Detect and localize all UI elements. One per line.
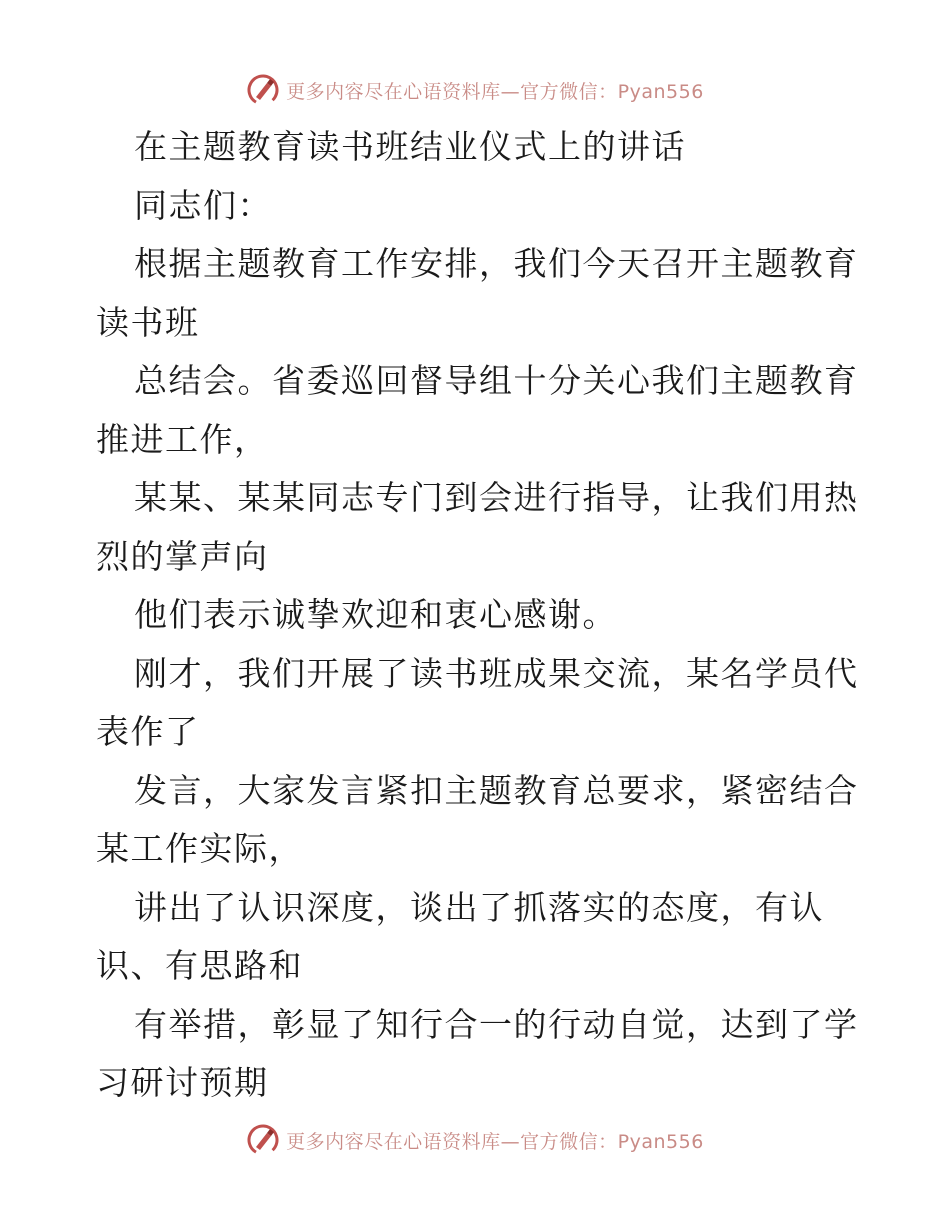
- document-line: 某某、某某同志专门到会进行指导，让我们用热: [134, 478, 859, 517]
- document-line: 讲出了认识深度，谈出了抓落实的态度，有认: [134, 887, 824, 927]
- document-line: 习研讨预期: [96, 1063, 269, 1102]
- header-watermark-text: 更多内容尽在心语资料库—官方微信：Pyan556: [286, 80, 704, 103]
- document-line: 有举措，彰显了知行合一的行动自觉，达到了学: [134, 1004, 859, 1044]
- document-line: 他们表示诚挚欢迎和衷心感谢。: [134, 595, 617, 634]
- footer-watermark: [0, 1120, 950, 1160]
- document-line: 刚才，我们开展了读书班成果交流，某名学员代: [134, 653, 859, 693]
- document-line: 总结会。省委巡回督导组十分关心我们主题教育: [134, 361, 859, 400]
- document-line: 识、有思路和: [96, 946, 303, 985]
- library-logo-icon: [246, 1123, 280, 1157]
- document-line: 根据主题教育工作安排，我们今天召开主题教育: [134, 244, 859, 283]
- document-line: 发言，大家发言紧扣主题教育总要求，紧密结合: [134, 770, 859, 810]
- document-line: 读书班: [96, 302, 200, 342]
- document-line: 某工作实际，: [96, 829, 303, 868]
- header-watermark: [0, 70, 950, 110]
- document-line: 表作了: [96, 712, 200, 751]
- document-line: 推进工作，: [96, 419, 269, 459]
- library-logo-icon: [246, 73, 280, 107]
- document-body: [96, 118, 859, 1113]
- document-line: 同志们：: [134, 185, 272, 225]
- document-line: 烈的掌声向: [96, 536, 269, 576]
- document-title: 在主题教育读书班结业仪式上的讲话: [134, 127, 686, 166]
- footer-watermark-text: 更多内容尽在心语资料库—官方微信：Pyan556: [286, 1130, 704, 1153]
